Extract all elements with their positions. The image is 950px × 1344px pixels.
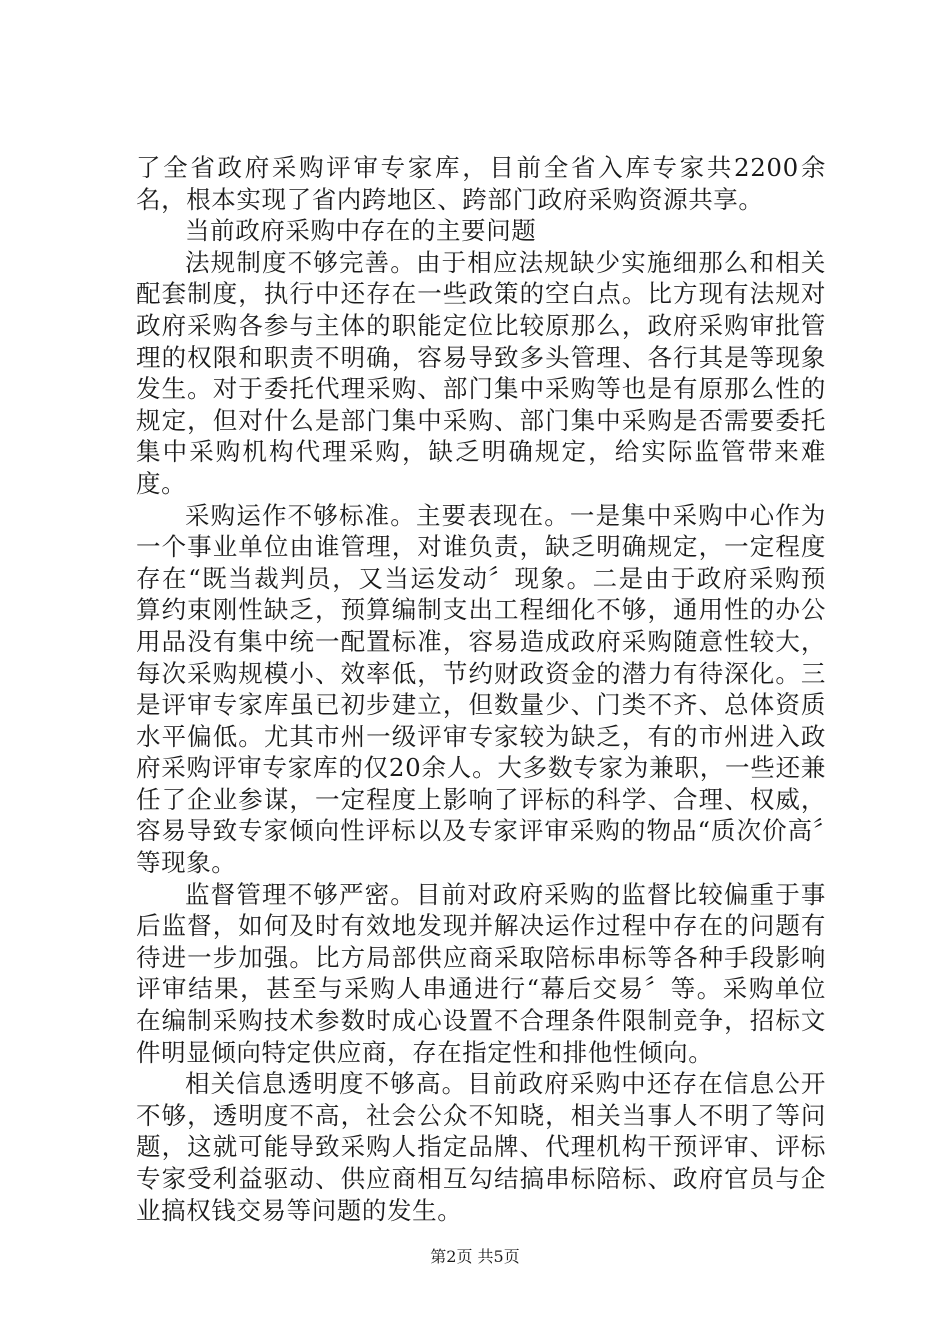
paragraph-transparency: 相关信息透明度不够高。目前政府采购中还存在信息公开不够，透明度不高，社会公众不知晓，相关当事人不明了等问题，这就可能导致采购人指定品牌、代理机构干预评审、评标专家受利益驱动、供应商相互勾结搞串标陪标、政府官员与企业搞权钱交易等问题的发生。: [136, 1069, 826, 1225]
paragraph-regulations: 法规制度不够完善。由于相应法规缺少实施细那么和相关配套制度，执行中还存在一些政策的空白点。比方现有法规对政府采购各参与主体的职能定位比较原那么，政府采购审批管理的权限和职责不明确，容易导致多头管理、各行其是等现象发生。对于委托代理采购、部门集中采购等也是有原那么性的规定，但对什么是部门集中采购、部门集中采购是否需要委托集中采购机构代理采购，缺乏明确规定，给实际监管带来难度。: [136, 247, 826, 498]
section-heading: 当前政府采购中存在的主要问题: [185, 216, 537, 246]
paragraph-continuation: 了全省政府采购评审专家库，目前全省入库专家共2200余名，根本实现了省内跨地区、跨部门政府采购资源共享。: [136, 153, 826, 214]
page-footer: 第2页 共5页: [430, 1247, 520, 1266]
body-text: [136, 152, 826, 1226]
paragraph-operations: 采购运作不够标准。主要表现在。一是集中采购中心作为一个事业单位由谁管理，对谁负责，缺乏明确规定，一定程度存在“既当裁判员，又当运发动〞现象。二是由于政府采购预算约束刚性缺乏，预算编制支出工程细化不够，通用性的办公用品没有集中统一配置标准，容易造成政府采购随意性较大，每次采购规模小、效率低，节约财政资金的潜力有待深化。三是评审专家库虽已初步建立，但数量少、门类不齐、总体资质水平偏低。尤其市州一级评审专家较为缺乏，有的市州进入政府采购评审专家库的仅20余人。大多数专家为兼职，一些还兼任了企业参谋，一定程度上影响了评标的科学、合理、权威，容易导致专家倾向性评标以及专家评审采购的物品“质次价高〞等现象。: [136, 500, 826, 878]
paragraph-supervision: 监督管理不够严密。目前对政府采购的监督比较偏重于事后监督，如何及时有效地发现并解决运作过程中存在的问题有待进一步加强。比方局部供应商采取陪标串标等各种手段影响评审结果，甚至与采购人串通进行“幕后交易〞等。采购单位在编制采购技术参数时成心设置不合理条件限制竞争，招标文件明显倾向特定供应商，存在指定性和排他性倾向。: [136, 879, 826, 1067]
